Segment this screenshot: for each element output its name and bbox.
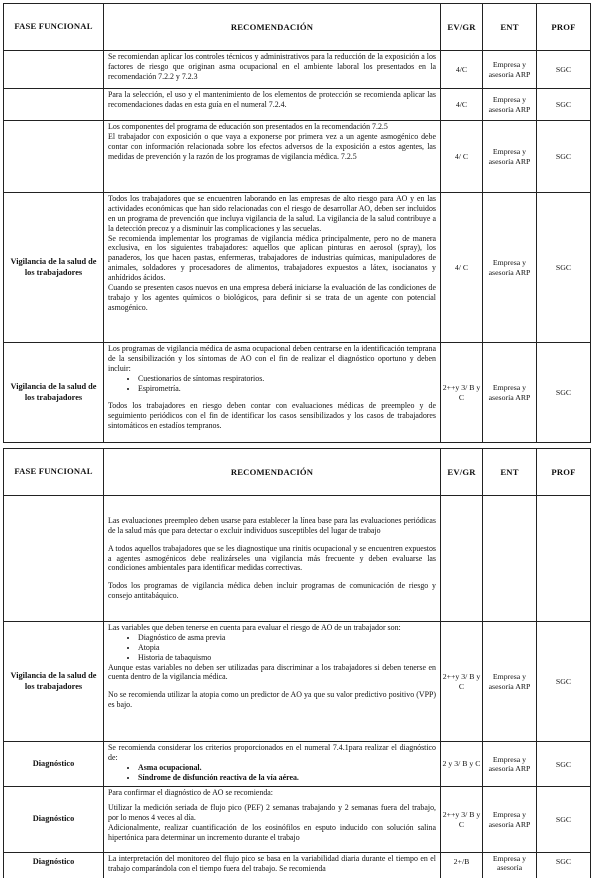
row-ent: Empresa y asesoría ARP <box>482 622 536 741</box>
row-recommendation: Se recomienda considerar los criterios proporcionados en el numeral 7.4.1para realizar el diagnóstico de: <box>108 743 436 762</box>
table-header <box>4 4 590 50</box>
row-ent: Empresa y asesoría ARP <box>482 787 536 852</box>
header-ent: ENT <box>482 449 536 495</box>
row-fase <box>4 496 103 621</box>
row-prof: SGC <box>536 193 590 342</box>
row-recommendation: Para la selección, el uso y el mantenimiento de los elementos de protección se recomienda aplicar las recomendaciones dadas en esta guía en el numeral 7.2.4. <box>108 90 436 109</box>
row-recommendation: No se recomienda utilizar la atopia como un predictor de AO ya que su valor predictivo positivo (VPP) es bajo. <box>108 690 436 710</box>
row-recommendation: Se recomiendan aplicar los controles técnicos y administrativos para la reducción de la exposición a los factores de riesgo que originan asma ocupacional en el ambiente laboral los presentados en la recomendación 7.2.2 y 7.2.3 <box>108 52 436 81</box>
row-prof: SGC <box>536 622 590 741</box>
table-row <box>4 192 590 342</box>
row-evgr: 2++y 3/ B y C <box>440 622 482 741</box>
row-ent: Empresa y asesoría ARP <box>482 51 536 88</box>
header-evgr: EV/GR <box>440 4 482 50</box>
header-prof: PROF <box>536 449 590 495</box>
row-prof: SGC <box>536 89 590 120</box>
row-evgr: 4/C <box>440 51 482 88</box>
row-recommendation: Las variables que deben tenerse en cuenta para evaluar el riesgo de AO de un trabajador son: <box>108 623 401 632</box>
table-row <box>4 495 590 621</box>
row-recommendation: Los componentes del programa de educación son presentados en la recomendación 7.2.5 <box>108 122 388 131</box>
row-fase: Vigilancia de la salud de los trabajadores <box>10 381 97 402</box>
table-row <box>4 50 590 88</box>
row-recommendation: Las evaluaciones preempleo deben usarse para establecer la línea base para las evaluaciones periódicas de la salud más que para detectar o excluir individuos susceptibles del lugar de trabajo <box>108 515 436 535</box>
row-ent: Empresa y asesoría ARP <box>482 89 536 120</box>
row-evgr: 4/ C <box>440 193 482 342</box>
header-evgr: EV/GR <box>440 449 482 495</box>
bullet-list <box>108 763 299 783</box>
row-evgr: 4/C <box>440 89 482 120</box>
header-prof: PROF <box>536 4 590 50</box>
row-evgr: 2++y 3/ B y C <box>440 343 482 442</box>
row-recommendation: Cuando se presenten casos nuevos en una empresa deberá iniciarse la evaluación de las condiciones de trabajo y los agentes químicos o biológicos, para definir si se trata de un agente con potencial asmogénico. <box>108 282 436 312</box>
row-prof <box>536 496 590 621</box>
row-recommendation: A todos aquellos trabajadores que se les diagnostique una rinitis ocupacional y se encuentren expuestos a agentes asmogénicos debe realizárseles una vigilancia más frecuente y deben evaluarse las condiciones ambientales para identificar medidas correctivas. <box>108 543 436 573</box>
list-item: • Cuestionarios de síntomas respiratorios. <box>138 374 264 384</box>
table-row <box>4 741 590 786</box>
row-evgr: 4/ C <box>440 121 482 192</box>
list-item: • Diagnóstico de asma previa <box>138 633 225 643</box>
row-evgr: 2++y 3/ B y C <box>440 787 482 852</box>
table-header <box>4 449 590 495</box>
header-recomendacion: RECOMENDACIÓN <box>103 449 440 495</box>
row-ent: Empresa y asesoría ARP <box>482 742 536 786</box>
row-fase: Vigilancia de la salud de los trabajadores <box>10 256 97 277</box>
table-row <box>4 342 590 442</box>
header-fase: FASE FUNCIONAL <box>14 21 93 32</box>
row-fase: Diagnóstico <box>32 814 75 824</box>
row-recommendation: Todos los trabajadores que se encuentren laborando en las empresas de alto riesgo para AO y en las actividades económicas que han sido relacionadas con el riesgo de desarrollar AO, deben ser incluidos en un programa de prevención que incluya vigilancia de la salud. La vigilancia de la salud contribuye a la detección precoz y a disminuir las complicaciones y las secuelas. <box>108 194 436 233</box>
header-recomendacion: RECOMENDACIÓN <box>103 4 440 50</box>
list-item: • Asma ocupacional. <box>138 763 299 773</box>
row-prof: SGC <box>536 787 590 852</box>
row-ent: Empresa y asesoría ARP <box>482 193 536 342</box>
row-recommendation: Se recomienda implementar los programas de vigilancia médica principalmente, pero no de manera exclusiva, en los siguientes trabajadores: aquellos que aplican pinturas en aerosol (spray), los panaderos, los que hacen pastas, enfermeras, trabajadores de industrias químicas, manipuladores de animales, soldadores y procesadores de alimentos, trabajadores expuestos a látex, isocianatos y anhídridos ácidos. <box>108 233 436 282</box>
recommendation-table-1 <box>3 3 591 443</box>
row-recommendation: El trabajador con exposición o que vaya a exponerse por primera vez a un agente asmogénico debe contar con información relacionada sobre los efectos adversos de la exposición a estos agentes, las medidas de prevención y la razón de los programas de vigilancia médica. 7.2.5 <box>108 131 436 161</box>
row-fase: Diagnóstico <box>32 758 75 768</box>
row-prof: SGC <box>536 853 590 878</box>
row-evgr: 2 y 3/ B y C <box>440 742 482 786</box>
row-evgr: 2+/B <box>440 853 482 878</box>
row-recommendation: Aunque estas variables no deben ser utilizadas para discriminar a los trabajadores si deben tenerse en cuenta dentro de la vigilancia médica. <box>108 662 436 682</box>
table-row <box>4 621 590 741</box>
recommendation-table-2 <box>3 448 591 878</box>
list-item: • Síndrome de disfunción reactiva de la vía aérea. <box>138 773 299 783</box>
row-recommendation: Los programas de vigilancia médica de asma ocupacional deben centrarse en la identificación temprana de la sensibilización y los síntomas de AO con el fin de realizar el diagnóstico oportuno y deben incluir: <box>108 344 436 373</box>
row-prof: SGC <box>536 51 590 88</box>
row-recommendation: Para confirmar el diagnóstico de AO se recomienda: <box>108 788 273 797</box>
row-prof: SGC <box>536 343 590 442</box>
row-recommendation: Todos los trabajadores en riesgo deben contar con evaluaciones médicas de preempleo y de seguimiento periódicos con el fin de identificar los casos sensibilizados y los casos de trabajadores sintomáticos en estadíos tempranos. <box>108 401 436 431</box>
table-row <box>4 852 590 878</box>
row-ent <box>482 496 536 621</box>
row-recommendation: La interpretación del monitoreo del flujo pico se basa en la variabilidad diaria durante el tiempo en el trabajo comparándola con el tiempo fuera del trabajo. Se recomienda <box>108 854 436 873</box>
table-row <box>4 786 590 852</box>
bullet-list <box>108 633 225 663</box>
row-fase <box>4 89 103 120</box>
row-ent: Empresa y asesoría ARP <box>482 343 536 442</box>
row-recommendation: Adicionalmente, realizar cuantificación de los eosinófilos en esputo inducido con solución salina hipertónica para determinar un incremento durante el trabajo <box>108 822 436 842</box>
list-item: • Historia de tabaquismo <box>138 653 225 663</box>
row-recommendation: Todos los programas de vigilancia médica deben incluir programas de comunicación de riesgo y consejo antitabáquico. <box>108 581 436 601</box>
row-ent: Empresa y asesoría <box>482 853 536 878</box>
row-ent: Empresa y asesoría ARP <box>482 121 536 192</box>
row-prof: SGC <box>536 742 590 786</box>
header-ent: ENT <box>482 4 536 50</box>
row-recommendation: Utilizar la medición seriada de flujo pico (PEF) 2 semanas trabajando y 2 semanas fuera del trabajo, por lo menos 4 veces al día. <box>108 802 436 822</box>
bullet-list <box>108 374 264 394</box>
row-fase: Diagnóstico <box>32 857 75 866</box>
list-item: • Atopia <box>138 643 225 653</box>
row-prof: SGC <box>536 121 590 192</box>
table-row <box>4 120 590 192</box>
table-row <box>4 88 590 120</box>
row-fase <box>4 121 103 192</box>
row-fase: Vigilancia de la salud de los trabajadores <box>10 670 97 691</box>
list-item: • Espirometría. <box>138 384 264 394</box>
row-evgr <box>440 496 482 621</box>
header-fase: FASE FUNCIONAL <box>14 466 93 477</box>
row-fase <box>4 51 103 88</box>
